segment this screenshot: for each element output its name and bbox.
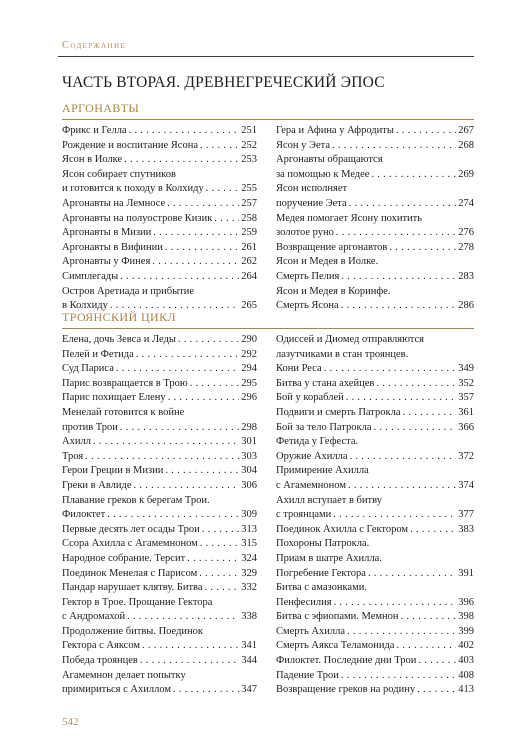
toc-entry-title: Смерть Ахилла xyxy=(276,625,346,637)
toc-page-number: 251 xyxy=(241,125,257,136)
toc-entry-title: Троя xyxy=(62,450,84,462)
toc-page-number: 292 xyxy=(241,348,257,360)
toc-entry-title: Елена, дочь Зевса и Леды xyxy=(62,334,176,345)
toc-page-number: 257 xyxy=(241,197,257,209)
toc-entry xyxy=(62,537,257,552)
dot-leader xyxy=(178,333,239,348)
toc-page-number: 347 xyxy=(241,684,257,696)
dot-leader xyxy=(124,153,239,168)
toc-entry-title: Пенфесилия xyxy=(276,596,332,608)
toc-entry xyxy=(276,596,474,611)
section-rule xyxy=(62,119,474,120)
toc-entry-title: Ясон и Медея в Коринфе. xyxy=(276,285,391,297)
toc-entry-title: Греки в Авлиде xyxy=(62,479,132,491)
toc-column-right xyxy=(276,124,474,314)
toc-page-number: 286 xyxy=(458,300,474,312)
toc-page-number: 399 xyxy=(458,625,474,637)
toc-entry-title: Фетида у Гефеста. xyxy=(276,436,359,448)
toc-page-number: 253 xyxy=(241,154,257,166)
toc-entry-title: Аргонавты на Лемносе xyxy=(62,197,166,209)
toc-entry xyxy=(62,362,257,377)
toc-page-number: 298 xyxy=(241,421,257,433)
toc-entry-title: лазутчиками в стан троянцев. xyxy=(276,348,409,360)
toc-entry xyxy=(62,552,257,567)
toc-entry xyxy=(62,212,257,227)
toc-page-number: 255 xyxy=(241,183,257,195)
toc-entry xyxy=(276,421,474,436)
toc-entry xyxy=(276,581,474,596)
toc-entry-title: Гектор в Трое. Прощание Гектора xyxy=(62,596,213,608)
dot-leader xyxy=(346,391,457,406)
toc-entry-title: Пелей и Фетида xyxy=(62,348,134,360)
toc-entry-title: Ссора Ахилла с Агамемноном xyxy=(62,538,198,550)
toc-page-number: 332 xyxy=(241,582,257,594)
toc-entry-title: Возвращение аргонавтов xyxy=(276,241,388,253)
dot-leader xyxy=(371,168,456,183)
toc-entry-title: против Трои xyxy=(62,421,118,433)
toc-page-number: 361 xyxy=(458,406,474,418)
toc-entry xyxy=(276,362,474,377)
toc-page-number: 309 xyxy=(241,509,257,521)
toc-entry-title: Аргонавты в Вифинии xyxy=(62,241,163,253)
dot-leader xyxy=(199,567,239,582)
dot-leader xyxy=(167,197,239,212)
dot-leader xyxy=(403,406,457,421)
dot-leader xyxy=(134,479,240,494)
toc-entry-title: Ахилл xyxy=(62,436,91,448)
dot-leader xyxy=(202,523,239,538)
toc-entry-title: Симплегады xyxy=(62,270,119,282)
toc-entry xyxy=(62,494,257,523)
toc-entry-title: Ясон собирает спутников xyxy=(62,168,176,180)
toc-entry xyxy=(276,567,474,582)
toc-entry xyxy=(276,683,474,698)
dot-leader xyxy=(152,255,239,270)
dot-leader xyxy=(168,391,240,406)
toc-page-number: 408 xyxy=(458,669,474,681)
dot-leader xyxy=(374,421,457,436)
dot-leader xyxy=(376,377,456,392)
toc-entry xyxy=(62,669,257,698)
toc-page-number: 315 xyxy=(241,538,257,550)
toc-page-number: 265 xyxy=(241,300,257,312)
toc-entry-title: с Агамемноном xyxy=(276,479,346,491)
toc-page-number: 338 xyxy=(241,611,257,623)
toc-entry-title: и готовится к походу в Колхиду xyxy=(62,183,204,195)
toc-page-number: 301 xyxy=(241,436,257,448)
dot-leader xyxy=(350,450,457,465)
toc-entry-title: Победа троянцев xyxy=(62,655,138,667)
toc-entry xyxy=(276,212,474,241)
dot-leader xyxy=(127,610,239,625)
toc-entry-title: Медея помогает Ясону похитить xyxy=(276,212,423,224)
toc-page-number: 374 xyxy=(458,479,474,491)
dot-leader xyxy=(341,669,456,684)
toc-page-number: 398 xyxy=(458,611,474,623)
section-title: АРГОНАВТЫ xyxy=(62,101,140,115)
toc-entry-title: Подвиги и смерть Патрокла xyxy=(276,406,401,418)
toc-entry-title: Поединок Менелая с Парисом xyxy=(62,567,198,579)
toc-entry xyxy=(62,435,257,450)
dot-leader xyxy=(332,139,456,154)
toc-entry xyxy=(62,255,257,270)
toc-entry-title: Народное собрание. Терсит xyxy=(62,552,186,564)
dot-leader xyxy=(129,124,240,139)
toc-entry-title: Ясон у Эета xyxy=(276,139,331,151)
toc-entry xyxy=(276,610,474,625)
dot-leader xyxy=(368,567,456,582)
dot-leader xyxy=(165,464,239,479)
dot-leader xyxy=(85,450,239,465)
toc-entry xyxy=(276,285,474,300)
toc-entry-title: Бой у кораблей xyxy=(276,392,344,404)
toc-entry xyxy=(62,654,257,669)
toc-entry-title: Смерть Аякса Теламонида xyxy=(276,640,395,652)
toc-entry-title: золотое руно xyxy=(276,227,334,239)
toc-entry-title: Битва у стана ахейцев xyxy=(276,377,375,389)
toc-entry xyxy=(62,450,257,465)
toc-entry xyxy=(62,197,257,212)
toc-entry xyxy=(276,406,474,421)
toc-entry-title: Герои Греции в Мизии xyxy=(62,465,164,477)
toc-entry-title: Похороны Патрокла. xyxy=(276,538,370,550)
toc-page-number: 402 xyxy=(458,640,474,652)
toc-page-number: 303 xyxy=(241,450,257,462)
dot-leader xyxy=(200,139,239,154)
toc-entry xyxy=(276,639,474,654)
toc-entry xyxy=(276,523,474,538)
toc-entry-title: Аргонавты обращаются xyxy=(276,154,383,166)
toc-entry xyxy=(276,377,474,392)
toc-entry-title: за помощью к Медее xyxy=(276,168,370,180)
dot-leader xyxy=(140,654,239,669)
toc-page-number: 304 xyxy=(241,465,257,477)
toc-entry-title: Бой за тело Патрокла xyxy=(276,421,372,433)
dot-leader xyxy=(396,639,456,654)
toc-entry xyxy=(276,450,474,465)
toc-entry xyxy=(62,241,257,256)
toc-entry-title: с Андромахой xyxy=(62,611,126,623)
running-head: Содержание xyxy=(62,40,127,51)
toc-entry-title: Оружие Ахилла xyxy=(276,450,348,462)
toc-entry-title: Фрикс и Гелла xyxy=(62,125,127,136)
dot-leader xyxy=(120,270,239,285)
toc-page-number: 403 xyxy=(458,655,474,667)
toc-entry-title: Ясон и Медея в Иолке. xyxy=(276,256,379,268)
toc-entry-title: Филоктет. Последние дни Трои xyxy=(276,655,417,667)
toc-entry-title: Падение Трои xyxy=(276,669,339,681)
toc-entry-title: поручение Эета xyxy=(276,197,347,209)
dot-leader xyxy=(389,241,456,256)
dot-leader xyxy=(205,581,240,596)
dot-leader xyxy=(418,654,456,669)
toc-entry xyxy=(62,391,257,406)
toc-entry xyxy=(276,391,474,406)
toc-entry-title: Остров Аретиада и прибытие xyxy=(62,285,195,297)
dot-leader xyxy=(120,421,239,436)
toc-entry xyxy=(62,464,257,479)
toc-page-number: 268 xyxy=(458,139,474,151)
dot-leader xyxy=(165,241,239,256)
toc-entry-title: Суд Париса xyxy=(62,363,114,375)
toc-page-number: 372 xyxy=(458,450,474,462)
toc-entry-title: Битва с эфиопами. Мемнон xyxy=(276,611,399,623)
toc-entry xyxy=(62,377,257,392)
toc-page-number: 324 xyxy=(241,552,257,564)
toc-entry-title: Смерть Пелия xyxy=(276,270,340,282)
toc-entry-title: Битва с амазонками. xyxy=(276,582,367,594)
toc-entry xyxy=(276,494,474,523)
dot-leader xyxy=(324,362,457,377)
toc-entry xyxy=(276,435,474,450)
section-title: ТРОЯНСКИЙ ЦИКЛ xyxy=(62,310,177,324)
dot-leader xyxy=(93,435,239,450)
toc-entry-title: Примирение Ахилла xyxy=(276,465,369,477)
toc-entry xyxy=(276,537,474,552)
toc-entry xyxy=(276,153,474,182)
toc-page-number: 357 xyxy=(458,392,474,404)
dot-leader xyxy=(153,226,239,241)
toc-entry xyxy=(276,139,474,154)
toc-page-number: 283 xyxy=(458,270,474,282)
toc-entry-title: Ясон в Иолке xyxy=(62,154,123,166)
toc-entry xyxy=(276,669,474,684)
toc-entry xyxy=(62,226,257,241)
toc-entry xyxy=(62,270,257,285)
dot-leader xyxy=(417,683,456,698)
toc-page-number: 258 xyxy=(241,212,257,224)
toc-entry-title: Агамемнон делает попытку xyxy=(62,669,186,681)
toc-entry xyxy=(62,153,257,168)
toc-entry-title: Парис похищает Елену xyxy=(62,392,166,404)
toc-entry-title: Филоктет xyxy=(62,509,106,521)
toc-page-number: 413 xyxy=(458,684,474,696)
toc-entry-title: Менелай готовится к войне xyxy=(62,406,185,418)
dot-leader xyxy=(396,124,456,139)
dot-leader xyxy=(410,523,456,538)
dot-leader xyxy=(136,348,239,363)
toc-entry xyxy=(62,625,257,654)
toc-page-number: 267 xyxy=(458,125,474,136)
toc-page-number: 296 xyxy=(241,392,257,404)
dot-leader xyxy=(107,508,239,523)
dot-leader xyxy=(116,362,239,377)
toc-entry xyxy=(62,479,257,494)
toc-entry-title: примириться с Ахиллом xyxy=(62,684,172,696)
section-rule xyxy=(62,328,474,329)
dot-leader xyxy=(334,596,457,611)
toc-column-left xyxy=(62,124,257,314)
dot-leader xyxy=(349,197,457,212)
toc-page-number: 269 xyxy=(458,168,474,180)
dot-leader xyxy=(206,182,240,197)
toc-entry xyxy=(62,581,257,596)
toc-page-number: 313 xyxy=(241,523,257,535)
dot-leader xyxy=(401,610,457,625)
toc-page-number: 349 xyxy=(458,363,474,375)
toc-entry-title: Парис возвращается в Трою xyxy=(62,377,188,389)
toc-entry-title: в Колхиду xyxy=(62,300,108,312)
toc-page-number: 278 xyxy=(458,241,474,253)
toc-page-number: 341 xyxy=(241,640,257,652)
dot-leader xyxy=(347,625,456,640)
toc-column-left xyxy=(62,333,257,698)
toc-page-number: 329 xyxy=(241,567,257,579)
toc-entry xyxy=(62,567,257,582)
dot-leader xyxy=(187,552,239,567)
dot-leader xyxy=(200,537,239,552)
toc-entry xyxy=(62,406,257,435)
toc-page-number: 344 xyxy=(241,655,257,667)
toc-page-number: 290 xyxy=(241,334,257,345)
toc-entry xyxy=(276,241,474,256)
toc-entry-title: Ахилл вступает в битву xyxy=(276,494,382,506)
toc-page-number: 294 xyxy=(241,363,257,375)
toc-page-number: 306 xyxy=(241,479,257,491)
toc-page-number: 366 xyxy=(458,421,474,433)
toc-entry xyxy=(62,139,257,154)
toc-entry xyxy=(276,552,474,567)
toc-entry-title: Пандар нарушает клятву. Битва xyxy=(62,582,203,594)
toc-entry-title: Гера и Афина у Афродиты xyxy=(276,125,394,136)
toc-entry xyxy=(62,348,257,363)
section-trojan-cycle xyxy=(62,310,474,696)
part-title: ЧАСТЬ ВТОРАЯ. ДРЕВНЕГРЕЧЕСКИЙ ЭПОС xyxy=(62,74,385,91)
toc-entry xyxy=(62,523,257,538)
toc-entry xyxy=(62,596,257,625)
toc-page-number: 391 xyxy=(458,567,474,579)
dot-leader xyxy=(348,479,456,494)
toc-entry-title: Одиссей и Диомед отправляются xyxy=(276,334,424,345)
toc-entry-title: Аргонавты на полуострове Кизик xyxy=(62,212,213,224)
toc-entry-title: Продолжение битвы. Поединок xyxy=(62,625,204,637)
toc-page-number: 295 xyxy=(241,377,257,389)
toc-page-number: 262 xyxy=(241,256,257,268)
toc-entry-title: Приам в шатре Ахилла. xyxy=(276,552,382,564)
toc-entry xyxy=(62,333,257,348)
toc-entry xyxy=(276,255,474,270)
toc-page-number: 383 xyxy=(458,523,474,535)
toc-entry-title: Аргонавты в Мизии xyxy=(62,227,152,239)
toc-page-number: 276 xyxy=(458,227,474,239)
toc-column-right xyxy=(276,333,474,698)
toc-entry-title: Ясон исполняет xyxy=(276,183,348,195)
toc-entry xyxy=(276,182,474,211)
dot-leader xyxy=(341,270,456,285)
toc-entry-title: Поединок Ахилла с Гектором xyxy=(276,523,409,535)
toc-entry xyxy=(62,168,257,197)
toc-entry-title: Рождение и воспитание Ясона xyxy=(62,139,198,151)
toc-page-number: 259 xyxy=(241,227,257,239)
toc-page-number: 252 xyxy=(241,139,257,151)
dot-leader xyxy=(336,226,456,241)
toc-entry-title: Аргонавты у Финея xyxy=(62,256,151,268)
toc-entry xyxy=(276,464,474,493)
toc-entry xyxy=(276,124,474,139)
dot-leader xyxy=(333,508,456,523)
section-argonauts xyxy=(62,101,474,312)
page-number: 542 xyxy=(62,716,79,728)
toc-entry-title: Возвращение греков на родину xyxy=(276,684,416,696)
toc-entry-title: Погребение Гектора xyxy=(276,567,366,579)
dot-leader xyxy=(190,377,240,392)
toc-page-number: 261 xyxy=(241,241,257,253)
header-rule xyxy=(58,56,474,57)
toc-entry xyxy=(276,333,474,362)
toc-entry xyxy=(276,625,474,640)
toc-entry xyxy=(276,270,474,285)
toc-entry-title: Первые десять лет осады Трои xyxy=(62,523,200,535)
toc-entry-title: Кони Реса xyxy=(276,363,322,375)
toc-entry xyxy=(62,124,257,139)
dot-leader xyxy=(142,639,239,654)
toc-entry xyxy=(276,654,474,669)
toc-entry-title: Гектора с Аяксом xyxy=(62,640,141,652)
toc-entry-title: с троянцами xyxy=(276,509,332,521)
dot-leader xyxy=(173,683,239,698)
toc-page-number: 377 xyxy=(458,509,474,521)
toc-page-number: 264 xyxy=(241,270,257,282)
toc-page-number: 396 xyxy=(458,596,474,608)
toc-entry-title: Смерть Ясона xyxy=(276,300,339,312)
dot-leader xyxy=(214,212,239,227)
toc-page-number: 352 xyxy=(458,377,474,389)
toc-page-number: 274 xyxy=(458,197,474,209)
toc-entry-title: Плавание греков к берегам Трои. xyxy=(62,494,210,506)
